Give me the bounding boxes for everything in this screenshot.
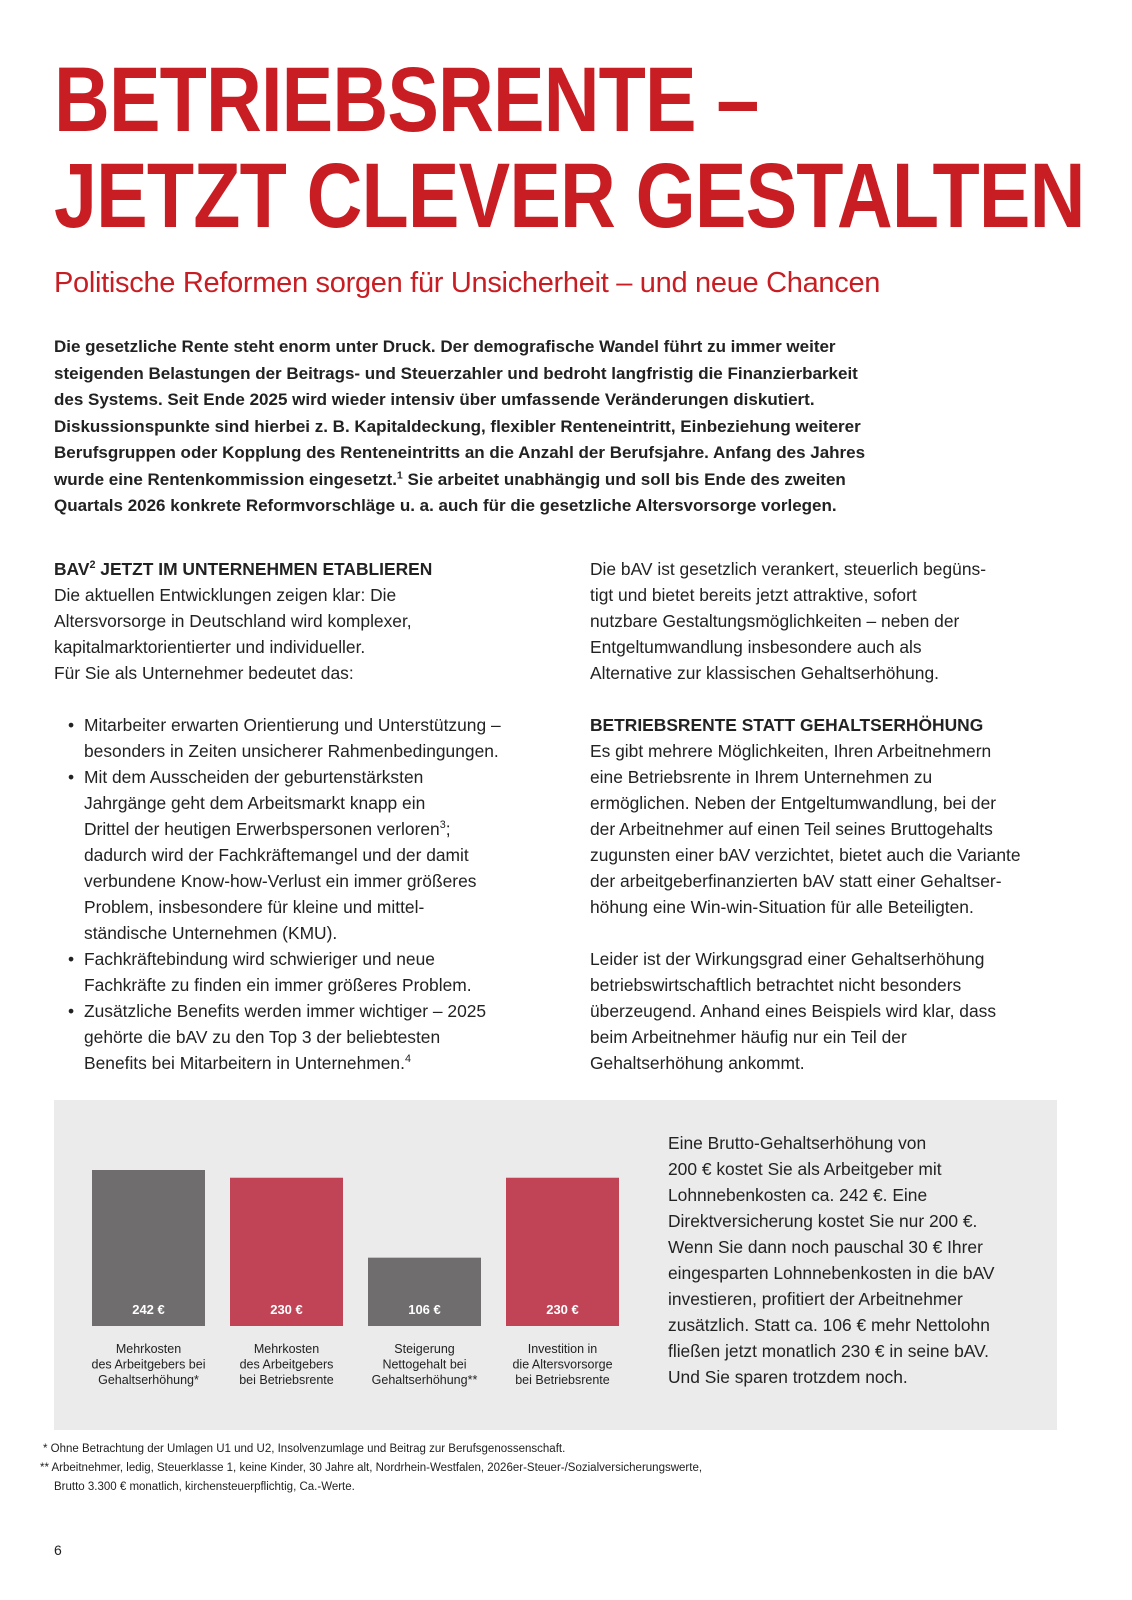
bullet-line: dadurch wird der Fachkräftemangel und der damit — [84, 845, 469, 865]
paragraph-line: ermöglichen. Neben der Entgeltumwandlung, bei der — [590, 793, 997, 813]
intro-line: des Systems. Seit Ende 2025 wird wieder intensiv über umfassende Veränderungen diskutiert. — [54, 390, 815, 409]
category-label: Mehrkosten — [115, 1342, 182, 1356]
paragraph-line: tigt und bietet bereits jetzt attraktive, sofort — [590, 585, 917, 605]
intro-line: Die gesetzliche Rente steht enorm unter Druck. Der demografische Wandel führt zu immer weiter — [54, 337, 836, 356]
intro-line: steigenden Belastungen der Beitrags- und Steuerzahler und bedroht langfristig die Finanzierbarkeit — [54, 363, 858, 383]
bullet-line: Fachkräftebindung wird schwieriger und neue — [84, 949, 435, 969]
bullet-line: Mit dem Ausscheiden der geburtenstärksten — [84, 767, 424, 787]
paragraph-line: nutzbare Gestaltungsmöglichkeiten – neben der — [590, 611, 960, 631]
right-column — [590, 556, 1080, 1076]
left-column — [54, 556, 554, 1076]
bullet-text: Drittel der heutigen Erwerbspersonen verloren — [84, 819, 440, 839]
paragraph-line: Leider ist der Wirkungsgrad einer Gehaltserhöhung — [590, 949, 985, 969]
chart-panel — [54, 1100, 1057, 1430]
page-number: 6 — [54, 1542, 62, 1558]
paragraph-line: Die aktuellen Entwicklungen zeigen klar: Die — [54, 585, 397, 605]
category-label: bei Betriebsrente — [515, 1373, 610, 1387]
intro-paragraph — [54, 334, 1054, 520]
chart-explanation — [668, 1130, 1048, 1390]
bullet-line: ständische Unternehmen (KMU). — [84, 923, 338, 943]
bar-chart — [54, 1100, 654, 1430]
paragraph-line: Gehaltserhöhung ankommt. — [590, 1053, 805, 1073]
heading-text: BAV — [54, 559, 90, 579]
explanation-line: Direktversicherung kostet Sie nur 200 €. — [668, 1211, 978, 1231]
bullet-line: besonders in Zeiten unsicherer Rahmenbedingungen. — [84, 741, 499, 761]
category-label: die Altersvorsorge — [512, 1357, 613, 1372]
paragraph-line: zugunsten einer bAV verzichtet, bietet auch die Variante — [590, 845, 1021, 865]
intro-line: Berufsgruppen oder Kopplung des Renteneintritts an die Anzahl der Berufsjahre. Anfang des Jahres — [54, 443, 866, 462]
bullet-text: Benefits bei Mitarbeitern in Unternehmen. — [84, 1053, 405, 1073]
paragraph-line: Für Sie als Unternehmer bedeutet das: — [54, 663, 354, 683]
bullet-text: ; — [445, 819, 451, 839]
bullet-line — [84, 816, 554, 842]
category-label: des Arbeitgebers — [239, 1357, 334, 1372]
paragraph-line: Die bAV ist gesetzlich verankert, steuerlich begüns- — [590, 559, 986, 579]
bullet-list — [54, 712, 554, 1076]
paragraph-line: eine Betriebsrente in Ihrem Unternehmen zu — [590, 767, 933, 787]
bullet-line: Fachkräfte zu finden ein immer größeres Problem. — [84, 975, 472, 995]
category-label: des Arbeitgebers bei — [91, 1357, 206, 1372]
category-label: Gehaltserhöhung** — [371, 1373, 478, 1387]
category-label: bei Betriebsrente — [239, 1373, 334, 1387]
explanation-line: Wenn Sie dann noch pauschal 30 € Ihrer — [668, 1237, 983, 1257]
bullet-line: Mitarbeiter erwarten Orientierung und Unterstützung – — [84, 715, 501, 735]
footnote-ref-3: 3 — [439, 819, 446, 832]
category-label: Mehrkosten — [253, 1342, 320, 1356]
bullet-line — [84, 1050, 554, 1076]
explanation-line: eingesparten Lohnnebenkosten in die bAV — [668, 1263, 995, 1283]
paragraph-line: kapitalmarktorientierter und individueller. — [54, 637, 366, 657]
paragraph-line: betriebswirtschaftlich betrachtet nicht besonders — [590, 975, 962, 995]
paragraph-line: Altersvorsorge in Deutschland wird komplexer, — [54, 611, 412, 631]
bullet-line: verbundene Know-how-Verlust ein immer größeres — [84, 871, 477, 891]
footnote-ref-4: 4 — [404, 1053, 411, 1066]
footnote-line: * Ohne Betrachtung der Umlagen U1 und U2, Insolvenzumlage und Beitrag zur Berufsgenossenschaft. — [43, 1443, 566, 1455]
title-line-2: JETZT CLEVER GESTALTEN — [54, 145, 1085, 247]
bullet-line: gehörte die bAV zu den Top 3 der beliebtesten — [84, 1027, 441, 1047]
intro-text: Sie arbeitet unabhängig und soll bis Ende des zweiten — [402, 469, 846, 489]
bar-value-label: 230 € — [270, 1302, 303, 1317]
section-heading-bav — [54, 556, 554, 582]
paragraph-line: der arbeitgeberfinanzierten bAV statt einer Gehaltser- — [590, 871, 1002, 891]
bullet-icon: • — [68, 949, 75, 969]
bullet-icon: • — [68, 715, 75, 735]
footnote-line: Brutto 3.300 € monatlich, kirchensteuerpflichtig, Ca.-Werte. — [54, 1481, 355, 1493]
category-label: Nettogehalt bei — [382, 1357, 467, 1372]
category-label: Gehaltserhöhung* — [98, 1373, 199, 1387]
page-subtitle: Politische Reformen sorgen für Unsicherheit – und neue Chancen — [54, 267, 881, 299]
page-title — [54, 49, 1085, 247]
paragraph-line: Alternative zur klassischen Gehaltserhöhung. — [590, 663, 939, 683]
paragraph-line: höhung eine Win-win-Situation für alle Beteiligten. — [590, 897, 974, 917]
explanation-line: Und Sie sparen trotzdem noch. — [668, 1367, 908, 1387]
footnote-ref-1: 1 — [396, 468, 403, 481]
intro-line: Diskussionspunkte sind hierbei z. B. Kapitaldeckung, flexibler Renteneintritt, Einbeziehung weiterer — [54, 416, 861, 436]
title-line-1: BETRIEBSRENTE – — [54, 49, 759, 151]
footnote-line: ** Arbeitnehmer, ledig, Steuerklasse 1, keine Kinder, 30 Jahre alt, Nordrhein-Westfalen, 2026er-Steuer-/Sozialversicherungswerte, — [40, 1462, 703, 1474]
explanation-line: 200 € kostet Sie als Arbeitgeber mit — [668, 1159, 942, 1179]
intro-line — [54, 467, 1054, 494]
section-heading-betriebsrente: BETRIEBSRENTE STATT GEHALTSERHÖHUNG — [590, 715, 984, 735]
bullet-item — [54, 946, 554, 998]
bullet-item — [54, 764, 554, 946]
paragraph-line: Entgeltumwandlung insbesondere auch als — [590, 637, 922, 657]
bar-value-label: 106 € — [408, 1302, 441, 1317]
intro-line: Quartals 2026 konkrete Reformvorschläge u. a. auch für die gesetzliche Altersvorsorge vorlegen. — [54, 496, 837, 515]
explanation-line: Eine Brutto-Gehaltserhöhung von — [668, 1133, 927, 1153]
bullet-line: Problem, insbesondere für kleine und mittel- — [84, 897, 425, 917]
bullet-item — [54, 998, 554, 1076]
heading-text: JETZT IM UNTERNEHMEN ETABLIEREN — [95, 559, 433, 579]
bullet-line: Zusätzliche Benefits werden immer wichtiger – 2025 — [84, 1001, 487, 1021]
bullet-line: Jahrgänge geht dem Arbeitsmarkt knapp ein — [84, 793, 426, 813]
category-label: Investition in — [527, 1342, 598, 1356]
category-label: Steigerung — [394, 1342, 455, 1356]
explanation-line: zusätzlich. Statt ca. 106 € mehr Nettolohn — [668, 1315, 990, 1335]
explanation-line: Lohnnebenkosten ca. 242 €. Eine — [668, 1185, 928, 1205]
paragraph-line: überzeugend. Anhand eines Beispiels wird klar, dass — [590, 1001, 997, 1021]
footnote-ref-2: 2 — [89, 559, 96, 572]
bar-value-label: 230 € — [546, 1302, 579, 1317]
bullet-item — [54, 712, 554, 764]
explanation-line: investieren, profitiert der Arbeitnehmer — [668, 1289, 963, 1309]
paragraph-line: beim Arbeitnehmer häufig nur ein Teil der — [590, 1027, 907, 1047]
bar-value-label: 242 € — [132, 1302, 165, 1317]
paragraph-line: der Arbeitnehmer auf einen Teil seines Bruttogehalts — [590, 819, 993, 839]
footnotes — [40, 1440, 1100, 1497]
bullet-icon: • — [68, 767, 75, 787]
paragraph-line: Es gibt mehrere Möglichkeiten, Ihren Arbeitnehmern — [590, 741, 992, 761]
intro-text: wurde eine Rentenkommission eingesetzt. — [54, 469, 397, 489]
explanation-line: fließen jetzt monatlich 230 € in seine bAV. — [668, 1341, 989, 1361]
bullet-icon: • — [68, 1001, 75, 1021]
